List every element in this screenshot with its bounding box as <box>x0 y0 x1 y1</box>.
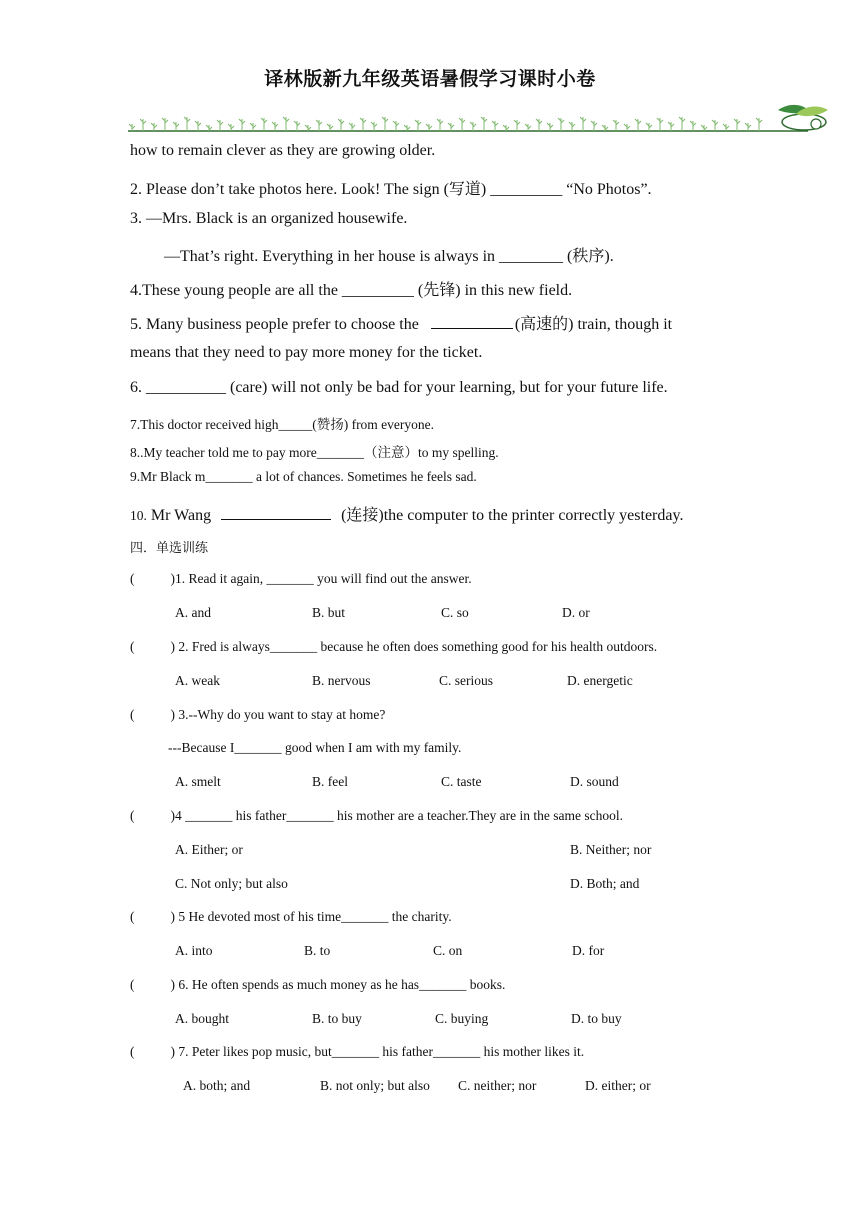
mc-question-6 <box>130 977 505 993</box>
option-a[interactable]: A. and <box>175 605 211 620</box>
answer-paren-open: ( <box>130 909 135 924</box>
mc-question-4 <box>130 808 623 824</box>
answer-paren-open: ( <box>130 977 135 992</box>
answer-blank[interactable] <box>221 505 331 520</box>
fill-item-2: 2. Please don’t take photos here. Look! The sign (写道) _________ “No Photos”. <box>130 181 652 198</box>
section-heading: 四．单选训练 <box>130 541 209 556</box>
option-c[interactable]: C. buying <box>435 1011 489 1026</box>
mc-question-2 <box>130 639 657 655</box>
mc-question-5 <box>130 909 452 925</box>
fill-item-10-text-end: (连接)the computer to the printer correctly yesterday. <box>341 507 684 524</box>
fill-item-7: 7.This doctor received high_____(赞扬) from everyone. <box>130 417 435 432</box>
mc-question-7 <box>130 1044 584 1060</box>
fill-item-9: 9.Mr Black m_______ a lot of chances. Sometimes he feels sad. <box>130 469 477 484</box>
option-c[interactable]: C. taste <box>441 774 482 789</box>
option-d[interactable]: D. to buy <box>571 1011 622 1026</box>
option-b[interactable]: B. Neither; nor <box>570 842 652 857</box>
option-b[interactable]: B. not only; but also <box>320 1078 430 1093</box>
option-c[interactable]: C. serious <box>439 673 493 688</box>
fill-item-8: 8..My teacher told me to pay more_______（注意）to my spelling. <box>130 445 499 460</box>
option-a[interactable]: A. smelt <box>175 774 221 789</box>
option-a[interactable]: A. both; and <box>183 1078 251 1093</box>
fill-item-5-text: 5. Many business people prefer to choose the <box>130 316 419 333</box>
mc-question-3 <box>130 707 385 723</box>
fill-item-3-line-2: —That’s right. Everything in her house is always in ________ (秩序). <box>164 248 614 265</box>
question-stem: )1. Read it again, _______ you will find out the answer. <box>170 571 472 586</box>
question-stem: ) 2. Fred is always_______ because he often does something good for his health outdoors. <box>170 639 658 654</box>
option-a[interactable]: A. Either; or <box>175 842 243 857</box>
answer-paren-open: ( <box>130 1044 135 1059</box>
fill-item-4: 4.These young people are all the _________ (先锋) in this new field. <box>130 282 573 299</box>
option-c[interactable]: C. neither; nor <box>458 1078 537 1093</box>
fill-item-10-text: Mr Wang <box>150 507 212 524</box>
question-stem: ) 5 He devoted most of his time_______ the charity. <box>170 909 452 924</box>
question-stem: ) 6. He often spends as much money as he has_______ books. <box>170 977 506 992</box>
fill-line-continuation: how to remain clever as they are growing older. <box>130 142 436 159</box>
option-b[interactable]: B. feel <box>312 774 348 789</box>
option-b[interactable]: B. to buy <box>312 1011 362 1026</box>
option-b[interactable]: B. nervous <box>312 673 371 688</box>
fill-item-10 <box>130 502 683 525</box>
question-stem-line-2: ---Because I_______ good when I am with my family. <box>168 740 462 755</box>
option-a[interactable]: A. bought <box>175 1011 229 1026</box>
page-title: 译林版新九年级英语暑假学习课时小卷 <box>264 68 596 90</box>
fill-item-6: 6. __________ (care) will not only be bad for your learning, but for your future life. <box>130 379 668 396</box>
option-d[interactable]: D. Both; and <box>570 876 640 891</box>
answer-paren-open: ( <box>130 571 135 586</box>
fill-item-10-number: 10. <box>130 508 147 523</box>
option-c[interactable]: C. so <box>441 605 469 620</box>
option-d[interactable]: D. or <box>562 605 590 620</box>
answer-blank[interactable] <box>431 314 513 329</box>
option-a[interactable]: A. into <box>175 943 213 958</box>
answer-paren-open: ( <box>130 639 135 654</box>
option-d[interactable]: D. for <box>572 943 605 958</box>
fill-item-5-line-1 <box>130 311 672 334</box>
question-stem: )4 _______ his father_______ his mother are a teacher.They are in the same school. <box>170 808 623 823</box>
option-c[interactable]: C. Not only; but also <box>175 876 288 891</box>
answer-paren-open: ( <box>130 707 135 722</box>
question-stem: ) 3.--Why do you want to stay at home? <box>170 707 386 722</box>
fill-item-5-line-2: means that they need to pay more money for the ticket. <box>130 344 483 361</box>
answer-paren-open: ( <box>130 808 135 823</box>
option-d[interactable]: D. sound <box>570 774 619 789</box>
decorative-divider <box>128 100 832 136</box>
option-a[interactable]: A. weak <box>175 673 220 688</box>
option-d[interactable]: D. energetic <box>567 673 633 688</box>
fill-item-3-line-1: 3. —Mrs. Black is an organized housewife. <box>130 210 408 227</box>
mc-question-1 <box>130 571 472 587</box>
option-b[interactable]: B. to <box>304 943 331 958</box>
fill-item-5-text-end: (高速的) train, though it <box>514 316 673 333</box>
leaf-logo-icon <box>778 105 828 130</box>
question-stem: ) 7. Peter likes pop music, but_______ his father_______ his mother likes it. <box>170 1044 585 1059</box>
option-b[interactable]: B. but <box>312 605 346 620</box>
option-c[interactable]: C. on <box>433 943 463 958</box>
option-d[interactable]: D. either; or <box>585 1078 651 1093</box>
